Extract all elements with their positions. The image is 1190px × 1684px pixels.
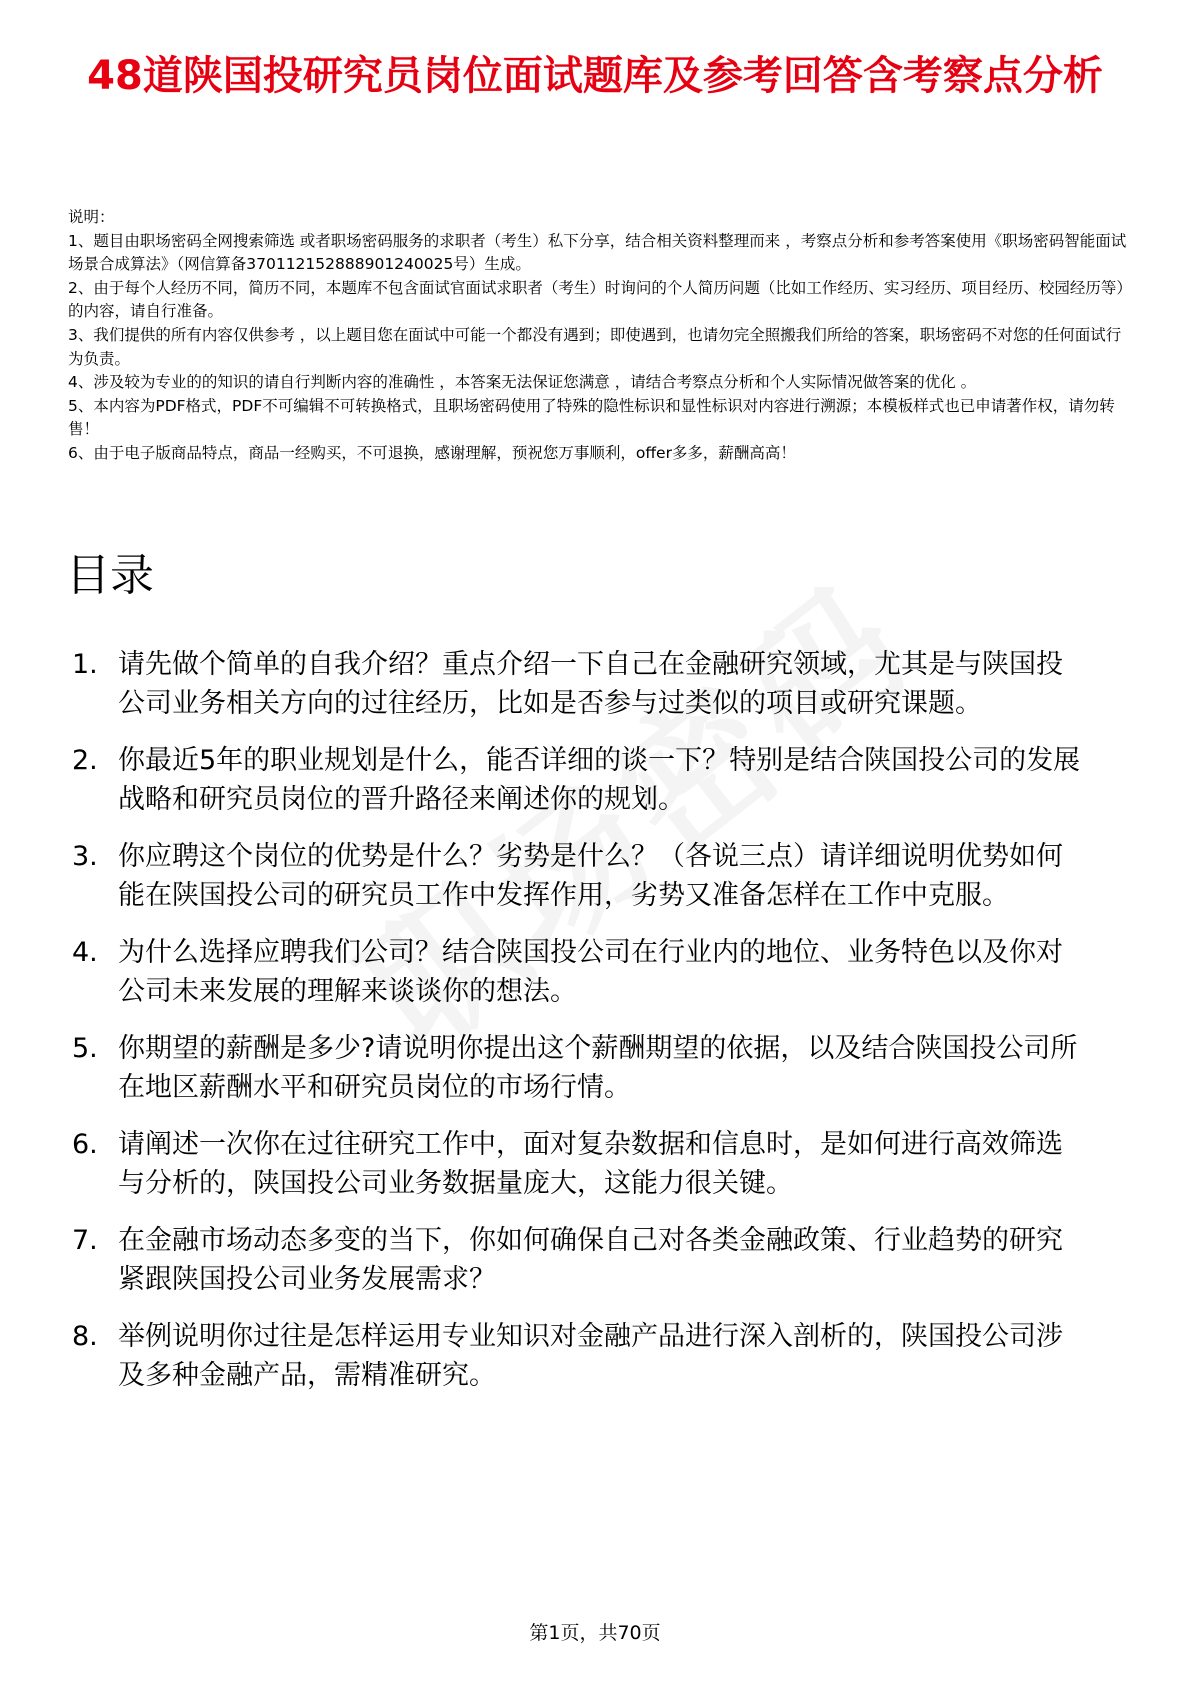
note-item: 2、由于每个人经历不同，简历不同，本题库不包含面试官面试求职者（考生）时询问的个人简历问题（比如工作经历、实习经历、项目经历、校园经历等）的内容，请自行准备。	[68, 278, 1125, 321]
question-list	[72, 645, 1082, 1413]
question-item	[72, 645, 1082, 723]
question-text: 在金融市场动态多变的当下，你如何确保自己对各类金融政策、行业趋势的研究紧跟陕国投公司业务发展需求？	[118, 1225, 1063, 1295]
note-item: 5、本内容为PDF格式，PDF不可编辑不可转换格式，且职场密码使用了特殊的隐性标识和显性标识对内容进行溯源；本模板样式也已申请著作权，请勿转售！	[68, 396, 1115, 439]
question-number: 7.	[72, 1225, 98, 1256]
question-number: 8.	[72, 1321, 98, 1352]
note-item: 1、题目由职场密码全网搜索筛选 或者职场密码服务的求职者（考生）私下分享，结合相关资料整理而来 ，考察点分析和参考答案使用《职场密码智能面试场景合成算法》（网信算备370112152888901240025号）生成。	[68, 231, 1127, 274]
question-text: 请阐述一次你在过往研究工作中，面对复杂数据和信息时，是如何进行高效筛选与分析的，陕国投公司业务数据量庞大，这能力很关键。	[118, 1129, 1063, 1199]
question-text: 举例说明你过往是怎样运用专业知识对金融产品进行深入剖析的，陕国投公司涉及多种金融产品，需精准研究。	[118, 1321, 1063, 1391]
page-title: 48道陕国投研究员岗位面试题库及参考回答含考察点分析	[87, 53, 1103, 99]
question-number: 6.	[72, 1129, 98, 1160]
question-number: 3.	[72, 841, 98, 872]
question-text: 你最近5年的职业规划是什么，能否详细的谈一下？特别是结合陕国投公司的发展战略和研究员岗位的晋升路径来阐述你的规划。	[118, 745, 1081, 815]
question-item	[72, 837, 1082, 915]
notes-heading: 说明：	[68, 208, 115, 226]
question-item	[72, 1221, 1082, 1299]
question-text: 你期望的薪酬是多少?请说明你提出这个薪酬期望的依据，以及结合陕国投公司所在地区薪酬水平和研究员岗位的市场行情。	[118, 1033, 1078, 1103]
question-text: 为什么选择应聘我们公司？结合陕国投公司在行业内的地位、业务特色以及你对公司未来发展的理解来谈谈你的想法。	[118, 937, 1063, 1007]
question-number: 5.	[72, 1033, 98, 1064]
question-item	[72, 1125, 1082, 1203]
page-footer: 第1页，共70页	[529, 1622, 661, 1644]
question-number: 4.	[72, 937, 98, 968]
question-item	[72, 1317, 1082, 1395]
question-item	[72, 741, 1082, 819]
note-item: 6、由于电子版商品特点，商品一经购买，不可退换，感谢理解，预祝您万事顺利，offer多多，薪酬高高！	[68, 443, 796, 462]
question-text: 你应聘这个岗位的优势是什么？劣势是什么？（各说三点）请详细说明优势如何能在陕国投公司的研究员工作中发挥作用，劣势又准备怎样在工作中克服。	[118, 841, 1063, 911]
notes-section	[68, 206, 1128, 466]
note-item: 3、我们提供的所有内容仅供参考 ，以上题目您在面试中可能一个都没有遇到；即使遇到，也请勿完全照搬我们所给的答案，职场密码不对您的任何面试行为负责。	[68, 325, 1122, 368]
question-item	[72, 933, 1082, 1011]
question-number: 2.	[72, 745, 98, 776]
question-number: 1.	[72, 649, 98, 680]
note-item: 4、涉及较为专业的的知识的请自行判断内容的准确性 ，本答案无法保证您满意 ，请结合考察点分析和个人实际情况做答案的优化 。	[68, 373, 977, 392]
question-text: 请先做个简单的自我介绍？重点介绍一下自己在金融研究领域，尤其是与陕国投公司业务相关方向的过往经历，比如是否参与过类似的项目或研究课题。	[118, 649, 1063, 719]
question-item	[72, 1029, 1082, 1107]
toc-heading: 目录	[66, 550, 154, 601]
